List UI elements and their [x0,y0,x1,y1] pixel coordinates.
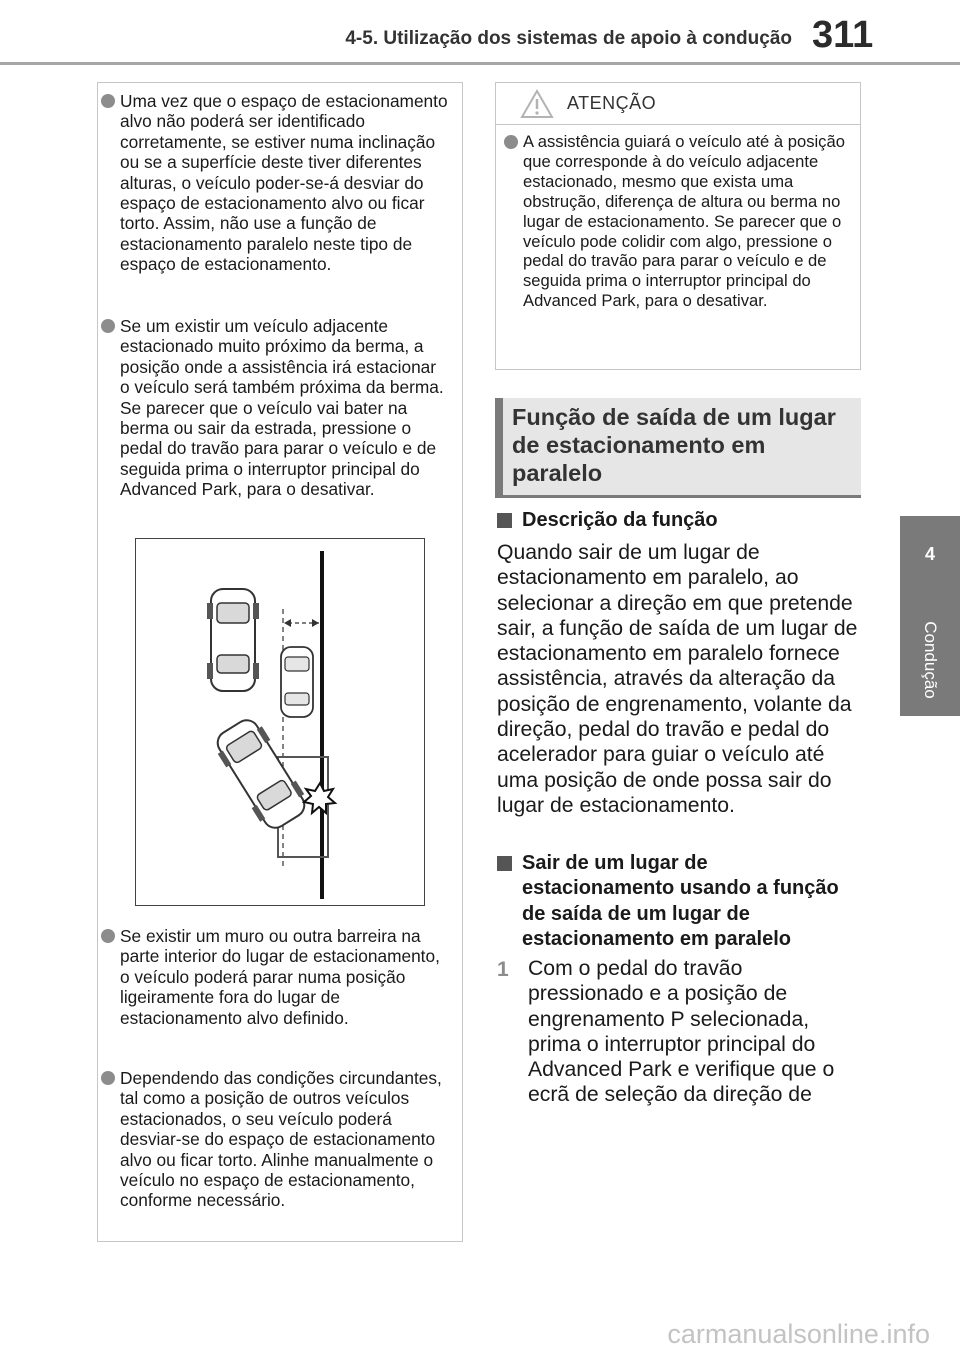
section-heading-underline [495,495,861,498]
section-heading: Função de saída de um lugar de estacionamento em paralelo [512,404,836,486]
warning-text: A assistência guiará o veículo até à posição que corresponde à do veículo adjacente estacionado, mesmo que exista uma obstrução, diferença de altura ou berma no lugar de estacionamento. Se parecer que o veículo pode colidir com algo, pressione o pedal do travão para parar o veículo e de seguida prima o interruptor principal do Advanced Park, para o desativar. [523,132,845,311]
header-divider [0,62,960,65]
chapter-tab-number: 4 [924,544,935,564]
page-header [0,0,960,70]
note-text: Uma vez que o espaço de estacionamento alvo não poderá ser identificado corretamente, se estiver numa inclinação ou se a superfície deste tiver diferentes alturas, o veículo poder-se-á desviar do espaço de estacionamento alvo ou ficar torto. Assim, não use a função de estacionamento paralelo neste tipo de espaço de estacionamento. [120,91,448,275]
warning-item [523,132,851,311]
subheading-description: Descrição da função [522,509,718,531]
note-text: Se existir um muro ou outra barreira na parte interior do lugar de estacionamento, o veículo poderá parar numa posição ligeiramente fora do lugar de estacionamento alvo definido. [120,926,440,1028]
section-title: 4-5. Utilização dos sistemas de apoio à condução [345,28,792,49]
arrow-head-right [312,619,319,627]
page-number: 311 [812,14,874,56]
chapter-tab-label: Condução [921,621,940,699]
note-item [120,91,450,275]
bullet-dot-icon [504,135,518,149]
bullet-dot-icon [101,929,115,943]
warning-triangle-icon [520,88,554,120]
warning-divider [496,124,860,125]
description-paragraph: Quando sair de um lugar de estacionamento em paralelo, ao selecionar a direção em que pretende sair, a função de saída de um lugar de estacionamento em paralelo fornece assistência, através da alteração da posição de engrenamento, volante da direção, pedal do travão e pedal do acelerador para guiar o veículo até uma posição de onde possa sair do lugar de estacionamento. [497,541,858,817]
subheading-square-icon [497,513,512,528]
section-heading-accent [495,398,503,496]
note-item [120,1068,450,1211]
parking-illustration [135,538,425,906]
note-text: Se um existir um veículo adjacente estacionado muito próximo da berma, a posição onde a assistência irá estacionar o veículo será também próxima da berma. Se parecer que o veículo vai bater na berma ou sair da estrada, pressione o pedal do travão para parar o veículo e de seguida prima o interruptor principal do Advanced Park, para o desativar. [120,316,444,500]
own-car-parking [210,714,312,835]
bullet-dot-icon [101,1071,115,1085]
parking-diagram [136,539,424,905]
adjacent-parked-car [281,647,313,717]
own-car-initial [207,589,259,691]
arrow-head-left [284,619,291,627]
bullet-dot-icon [101,319,115,333]
step-number: 1 [497,958,509,981]
warning-title: ATENÇÃO [567,93,657,113]
note-item [120,926,450,1028]
note-item [120,316,450,500]
note-text: Dependendo das condições circundantes, tal como a posição de outros veículos estacionados, o seu veículo poderá desviar-se do espaço de estacionamento alvo ou ficar torto. Alinhe manualmente o veículo no espaço de estacionamento, conforme necessário. [120,1068,442,1211]
subheading-square-icon [497,856,512,871]
watermark: carmanualsonline.info [667,1319,930,1349]
step-text: Com o pedal do travão pressionado e a posição de engrenamento P selecionada, prima o interruptor principal do Advanced Park e verifique que o ecrã de seleção da direção de [528,957,835,1107]
bullet-dot-icon [101,94,115,108]
collision-star-icon [304,783,335,813]
subheading-exit-procedure: Sair de um lugar de estacionamento usando a função de saída de um lugar de estacionamento em paralelo [522,852,839,950]
